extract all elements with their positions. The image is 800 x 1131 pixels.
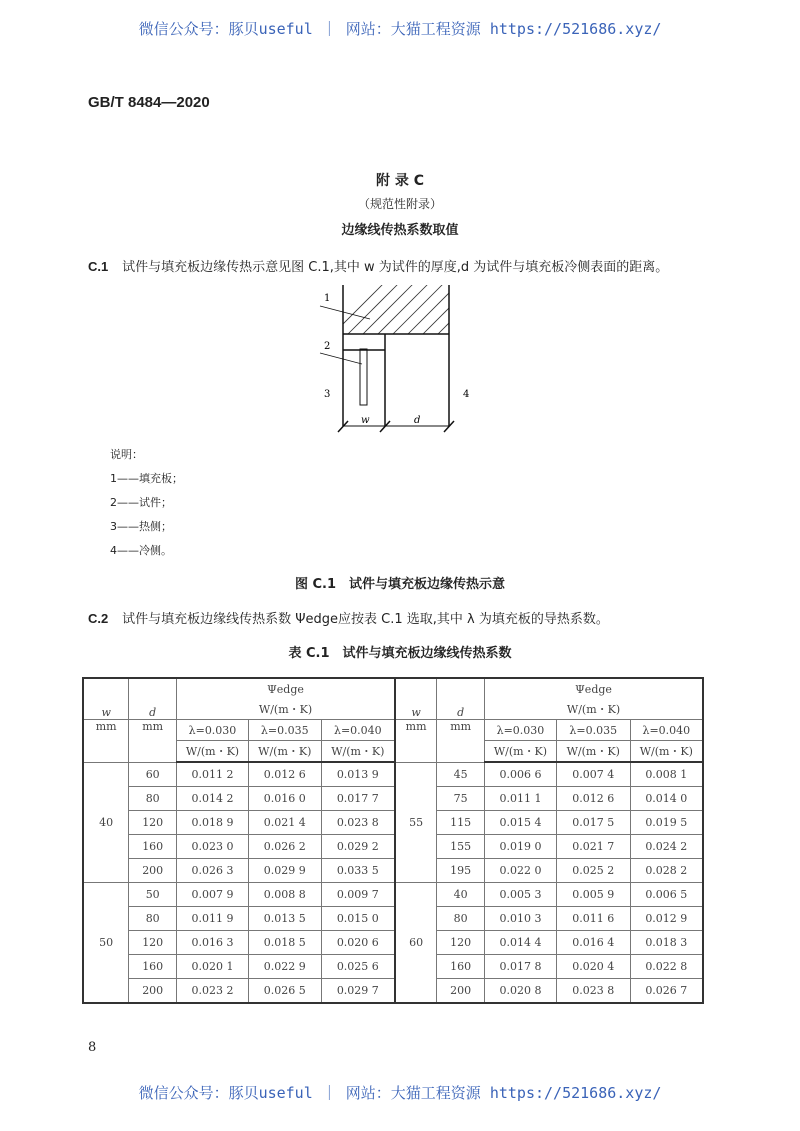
cell-psi: 0.019 5 — [630, 811, 703, 835]
cell-d: 200 — [129, 979, 177, 1004]
cell-psi: 0.033 5 — [321, 859, 395, 883]
cell-d: 120 — [129, 811, 177, 835]
header-d-unit: mm — [129, 720, 177, 763]
legend-item: 3——热侧； — [110, 520, 172, 533]
header-lambda-unit: W/(m・K) — [556, 741, 630, 763]
cell-d: 200 — [437, 979, 485, 1004]
cell-w: 50 — [83, 883, 129, 1004]
clause-c1 — [88, 256, 668, 275]
header-lambda: λ=0.040 — [630, 720, 703, 741]
legend-item: 4——冷侧。 — [110, 544, 172, 557]
header-d: d — [129, 678, 177, 720]
header-d: d — [437, 678, 485, 720]
cell-d: 50 — [129, 883, 177, 907]
appendix-title: 附 录 C — [375, 173, 425, 189]
cell-d: 40 — [437, 883, 485, 907]
dim-d: d — [414, 415, 421, 426]
cell-psi: 0.020 1 — [177, 955, 249, 979]
cell-w: 40 — [83, 762, 129, 883]
cell-psi: 0.013 9 — [321, 762, 395, 787]
label-1: 1 — [324, 293, 331, 304]
header-psi — [177, 678, 395, 699]
appendix-type: （规范性附录） — [357, 197, 442, 211]
header-psi — [485, 678, 703, 699]
cell-psi: 0.023 8 — [556, 979, 630, 1004]
cell-psi: 0.012 9 — [630, 907, 703, 931]
cell-psi: 0.006 5 — [630, 883, 703, 907]
cell-d: 80 — [129, 787, 177, 811]
table-row — [83, 979, 703, 1004]
cell-w: 60 — [395, 883, 437, 1004]
cell-psi: 0.014 4 — [485, 931, 557, 955]
cell-psi: 0.022 9 — [248, 955, 321, 979]
cell-d: 45 — [437, 762, 485, 787]
figure-caption: 图 C.1 试件与填充板边缘传热示意 — [294, 577, 506, 592]
header-unit: W/(m・K) — [485, 699, 703, 720]
psi-label: Ψedge — [575, 682, 612, 696]
table-row — [83, 859, 703, 883]
cell-psi: 0.014 0 — [630, 787, 703, 811]
table-row — [83, 883, 703, 907]
cell-psi: 0.016 4 — [556, 931, 630, 955]
cell-psi: 0.010 3 — [485, 907, 557, 931]
cell-d: 160 — [437, 955, 485, 979]
cell-d: 120 — [129, 931, 177, 955]
cell-psi: 0.018 3 — [630, 931, 703, 955]
header-w: w — [83, 678, 129, 720]
cell-psi: 0.026 2 — [248, 835, 321, 859]
header-lambda-unit: W/(m・K) — [630, 741, 703, 763]
cell-psi: 0.026 3 — [177, 859, 249, 883]
header-lambda-unit: W/(m・K) — [485, 741, 557, 763]
legend-title: 说明： — [110, 448, 143, 461]
table-row — [83, 931, 703, 955]
cell-psi: 0.029 2 — [321, 835, 395, 859]
clause-number: C.2 — [88, 611, 109, 626]
cell-psi: 0.020 8 — [485, 979, 557, 1004]
header-w: w — [395, 678, 437, 720]
cell-w: 55 — [395, 762, 437, 883]
cell-d: 200 — [129, 859, 177, 883]
cell-psi: 0.029 7 — [321, 979, 395, 1004]
cell-psi: 0.021 4 — [248, 811, 321, 835]
cell-psi: 0.026 7 — [630, 979, 703, 1004]
label-3: 3 — [324, 389, 331, 400]
cell-psi: 0.006 6 — [485, 762, 557, 787]
standard-id: GB/T 8484—2020 — [88, 94, 210, 111]
table-row — [83, 835, 703, 859]
cell-psi: 0.007 9 — [177, 883, 249, 907]
table-row — [83, 907, 703, 931]
cell-psi: 0.021 7 — [556, 835, 630, 859]
cell-psi: 0.012 6 — [556, 787, 630, 811]
cell-psi: 0.023 8 — [321, 811, 395, 835]
cell-psi: 0.017 7 — [321, 787, 395, 811]
cell-psi: 0.023 2 — [177, 979, 249, 1004]
cell-psi: 0.025 2 — [556, 859, 630, 883]
header-w-unit: mm — [83, 720, 129, 763]
cell-d: 160 — [129, 835, 177, 859]
cell-d: 195 — [437, 859, 485, 883]
cell-psi: 0.029 9 — [248, 859, 321, 883]
table-caption: 表 C.1 试件与填充板边缘线传热系数 — [288, 646, 512, 661]
cell-d: 155 — [437, 835, 485, 859]
cell-psi: 0.008 8 — [248, 883, 321, 907]
watermark-footer: 微信公众号：豚贝useful ｜ 网站：大猫工程资源 https://521686.xyz/ — [138, 1084, 662, 1102]
header-lambda: λ=0.035 — [248, 720, 321, 741]
cell-d: 80 — [129, 907, 177, 931]
cell-d: 80 — [437, 907, 485, 931]
header-unit: W/(m・K) — [177, 699, 395, 720]
cell-psi: 0.015 4 — [485, 811, 557, 835]
clause-text: 试件与填充板边缘传热示意见图 C.1,其中 w 为试件的厚度,d 为试件与填充板冷侧表面的距离。 — [122, 260, 669, 275]
figure-c1-diagram — [300, 275, 490, 445]
table-c1 — [82, 677, 704, 1004]
watermark-header: 微信公众号：豚贝useful ｜ 网站：大猫工程资源 https://521686.xyz/ — [138, 20, 662, 38]
cell-psi: 0.025 6 — [321, 955, 395, 979]
cell-d: 60 — [129, 762, 177, 787]
cell-psi: 0.013 5 — [248, 907, 321, 931]
cell-psi: 0.022 0 — [485, 859, 557, 883]
cell-psi: 0.011 6 — [556, 907, 630, 931]
psi-label: Ψedge — [267, 682, 304, 696]
cell-psi: 0.007 4 — [556, 762, 630, 787]
header-lambda-unit: W/(m・K) — [321, 741, 395, 763]
cell-d: 75 — [437, 787, 485, 811]
table-row — [83, 955, 703, 979]
cell-psi: 0.024 2 — [630, 835, 703, 859]
cell-psi: 0.016 3 — [177, 931, 249, 955]
cell-d: 120 — [437, 931, 485, 955]
cell-psi: 0.017 5 — [556, 811, 630, 835]
cell-psi: 0.020 4 — [556, 955, 630, 979]
label-2: 2 — [324, 341, 331, 352]
cell-psi: 0.020 6 — [321, 931, 395, 955]
cell-psi: 0.028 2 — [630, 859, 703, 883]
appendix-heading: 边缘线传热系数取值 — [341, 223, 459, 238]
page-number: 8 — [88, 1040, 97, 1055]
filler-hatching — [313, 284, 490, 354]
cell-psi: 0.016 0 — [248, 787, 321, 811]
cell-psi: 0.018 5 — [248, 931, 321, 955]
table-row — [83, 787, 703, 811]
header-lambda: λ=0.030 — [485, 720, 557, 741]
cell-psi: 0.011 1 — [485, 787, 557, 811]
cell-psi: 0.017 8 — [485, 955, 557, 979]
legend-item: 1——填充板； — [110, 472, 183, 485]
header-lambda: λ=0.040 — [321, 720, 395, 741]
clause-number: C.1 — [88, 259, 109, 274]
cell-d: 160 — [129, 955, 177, 979]
clause-c2 — [88, 608, 609, 627]
cell-psi: 0.014 2 — [177, 787, 249, 811]
cell-psi: 0.012 6 — [248, 762, 321, 787]
cell-d: 115 — [437, 811, 485, 835]
header-d-unit: mm — [437, 720, 485, 763]
header-lambda-unit: W/(m・K) — [177, 741, 249, 763]
cell-psi: 0.008 1 — [630, 762, 703, 787]
cell-psi: 0.023 0 — [177, 835, 249, 859]
cell-psi: 0.005 9 — [556, 883, 630, 907]
cell-psi: 0.011 9 — [177, 907, 249, 931]
cell-psi: 0.019 0 — [485, 835, 557, 859]
cell-psi: 0.005 3 — [485, 883, 557, 907]
header-lambda-unit: W/(m・K) — [248, 741, 321, 763]
dim-w: w — [361, 415, 370, 426]
legend-item: 2——试件； — [110, 496, 172, 509]
cell-psi: 0.026 5 — [248, 979, 321, 1004]
cell-psi: 0.015 0 — [321, 907, 395, 931]
table-row — [83, 811, 703, 835]
cell-psi: 0.011 2 — [177, 762, 249, 787]
header-lambda: λ=0.035 — [556, 720, 630, 741]
cell-psi: 0.009 7 — [321, 883, 395, 907]
header-lambda: λ=0.030 — [177, 720, 249, 741]
header-w-unit: mm — [395, 720, 437, 763]
cell-psi: 0.022 8 — [630, 955, 703, 979]
clause-text: 试件与填充板边缘线传热系数 Ψedge应按表 C.1 选取,其中 λ 为填充板的导热系数。 — [122, 612, 609, 627]
table-row — [83, 762, 703, 787]
label-4: 4 — [463, 389, 470, 400]
cell-psi: 0.018 9 — [177, 811, 249, 835]
